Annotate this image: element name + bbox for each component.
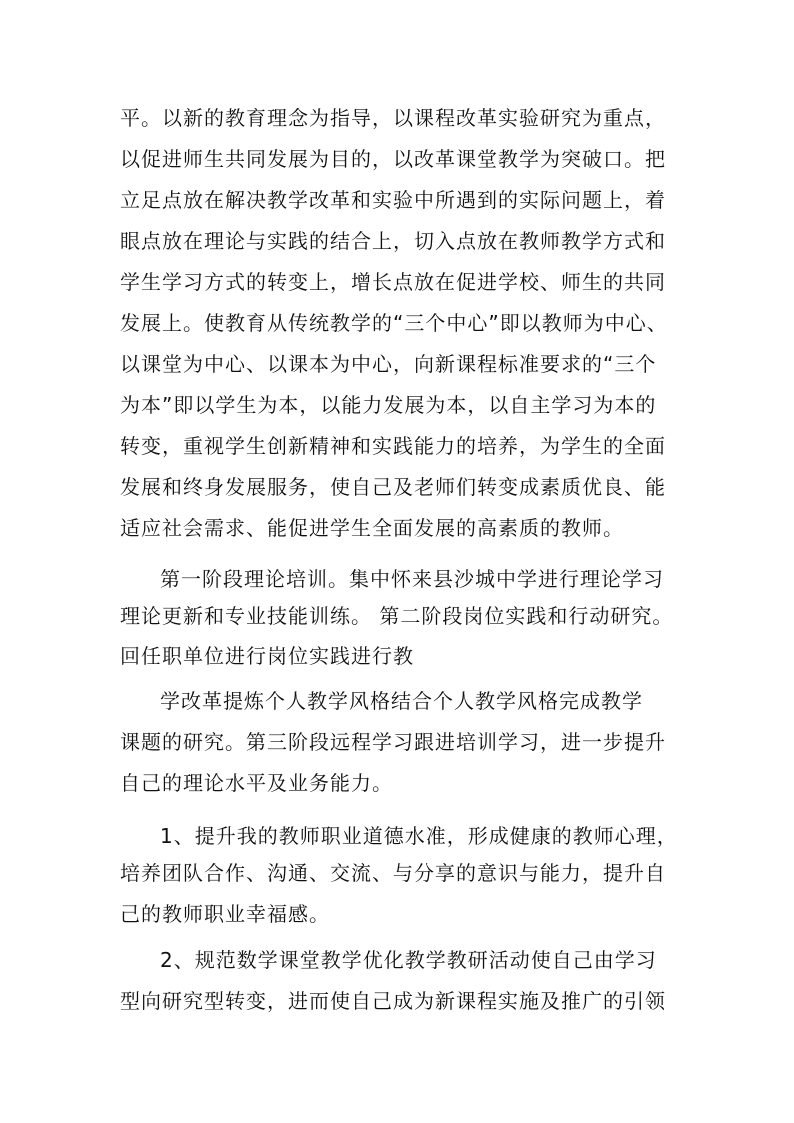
text-line-20: 己的教师职业幸福感。 bbox=[120, 902, 330, 926]
text-line-10: 发展和终身发展服务，使自己及老师们转变成素质优良、能 bbox=[120, 475, 666, 499]
text-line-15: 学改革提炼个人教学风格结合个人教学风格完成教学 bbox=[160, 689, 643, 713]
text-line-9: 转变，重视学生创新精神和实践能力的培养，为学生的全面 bbox=[120, 434, 666, 458]
text-line-14: 回任职单位进行岗位实践进行教 bbox=[120, 644, 414, 668]
text-line-18: 1、提升我的教师职业道德水准，形成健康的教师心理， bbox=[160, 824, 678, 848]
text-line-2: 以促进师生共同发展为目的，以改革课堂教学为突破口。把 bbox=[120, 147, 666, 171]
text-line-21: 2、规范数学课堂教学优化教学教研活动使自己由学习 bbox=[160, 948, 657, 972]
text-line-7: 以课堂为中心、以课本为中心，向新课程标准要求的“三个 bbox=[120, 352, 657, 376]
text-line-16: 课题的研究。第三阶段远程学习跟进培训学习，进一步提升 bbox=[120, 730, 666, 754]
text-line-11: 适应社会需求、能促进学生全面发展的高素质的教师。 bbox=[120, 516, 624, 540]
text-line-5: 学生学习方式的转变上，增长点放在促进学校、师生的共同 bbox=[120, 270, 666, 294]
text-line-6: 发展上。使教育从传统教学的“三个中心”即以教师为中心、 bbox=[120, 311, 668, 335]
text-line-3: 立足点放在解决教学改革和实验中所遇到的实际问题上，着 bbox=[120, 188, 666, 212]
text-line-13: 理论更新和专业技能训练。 第二阶段岗位实践和行动研究。 bbox=[120, 604, 674, 628]
text-line-12: 第一阶段理论培训。集中怀来县沙城中学进行理论学习 bbox=[160, 567, 664, 591]
text-line-4: 眼点放在理论与实践的结合上，切入点放在教师教学方式和 bbox=[120, 229, 666, 253]
text-line-8: 为本”即以学生为本，以能力发展为本，以自主学习为本的 bbox=[120, 393, 657, 417]
text-line-1: 平。以新的教育理念为指导，以课程改革实验研究为重点， bbox=[120, 106, 666, 130]
text-line-19: 培养团队合作、沟通、交流、与分享的意识与能力，提升自 bbox=[120, 861, 666, 885]
text-line-22: 型向研究型转变，进而使自己成为新课程实施及推广的引领 bbox=[120, 989, 666, 1013]
text-line-17: 自己的理论水平及业务能力。 bbox=[120, 771, 393, 795]
